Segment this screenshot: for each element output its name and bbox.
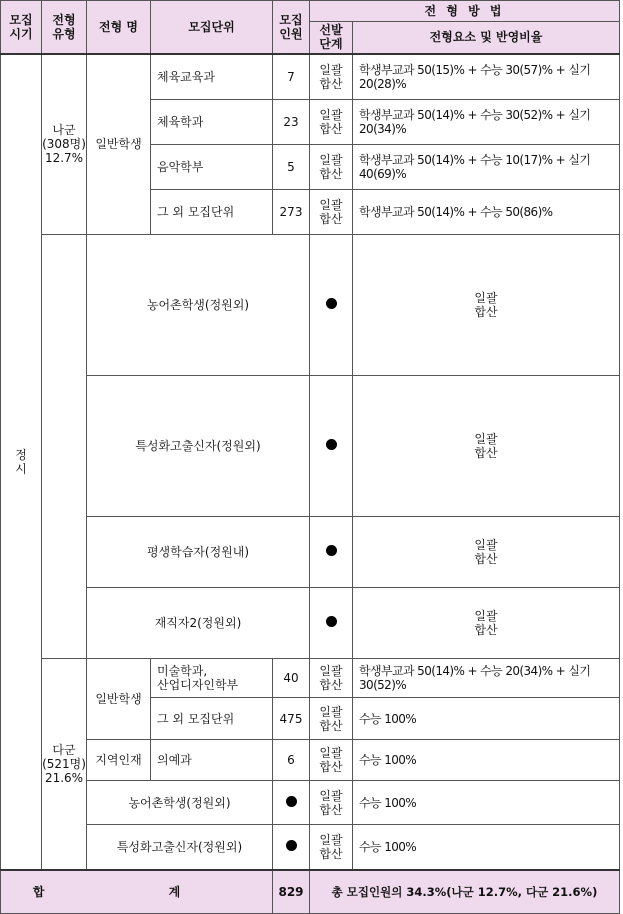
row-stage: 일괄 합산: [353, 376, 620, 517]
row-quota: 5: [273, 145, 310, 190]
quota-dot: [310, 588, 353, 659]
row-elements: 수능 100%: [353, 740, 620, 781]
total-label: 합 계: [1, 870, 273, 914]
row-stage: 일괄 합산: [353, 588, 620, 659]
row-elements: 학생부교과 50(14)% + 수능 50(86)%: [353, 190, 620, 235]
row-stage: 일괄 합산: [310, 190, 353, 235]
quota-dot: [273, 825, 310, 870]
row-elements: 수능 100%: [353, 698, 620, 740]
bullet-icon: [326, 439, 337, 450]
total-summary: 총 모집인원의 34.3%(나군 12.7%, 다군 21.6%): [310, 870, 620, 914]
group-na-special-blank: [42, 235, 87, 659]
row-unit: 미술학과, 산업디자인학부: [151, 659, 273, 698]
total-quota: 829: [273, 870, 310, 914]
bullet-icon: [286, 840, 297, 851]
bullet-icon: [326, 298, 337, 309]
header-unit: 모집단위: [151, 1, 273, 54]
row-name: 평생학습자(정원내): [87, 517, 310, 588]
row-stage: 일괄 합산: [353, 235, 620, 376]
row-quota: 6: [273, 740, 310, 781]
header-period: 모집 시기: [1, 1, 42, 54]
period-cell: 정 시: [1, 54, 42, 870]
row-elements: 학생부교과 50(14)% + 수능 30(52)% + 실기 20(34)%: [353, 100, 620, 145]
header-stage: 선발 단계: [310, 22, 353, 54]
row-unit: 그 외 모집단위: [151, 698, 273, 740]
row-elements: 학생부교과 50(15)% + 수능 30(57)% + 실기 20(28)%: [353, 54, 620, 100]
row-name: 특성화고출신자(정원외): [87, 376, 310, 517]
quota-dot: [310, 376, 353, 517]
quota-dot: [273, 781, 310, 825]
quota-dot: [310, 235, 353, 376]
row-elements: 학생부교과 50(14)% + 수능 20(34)% + 실기 30(52)%: [353, 659, 620, 698]
row-stage: 일괄 합산: [310, 54, 353, 100]
row-stage: 일괄 합산: [310, 659, 353, 698]
track-regional: 지역인재: [87, 740, 151, 781]
track-general-da: 일반학생: [87, 659, 151, 740]
row-stage: 일괄 합산: [310, 145, 353, 190]
header-quota: 모집 인원: [273, 1, 310, 54]
row-quota: 7: [273, 54, 310, 100]
row-unit: 체육교육과: [151, 54, 273, 100]
row-stage: 일괄 합산: [310, 740, 353, 781]
row-quota: 475: [273, 698, 310, 740]
row-elements: 학생부교과 50(14)% + 수능 10(17)% + 실기 40(69)%: [353, 145, 620, 190]
row-name: 농어촌학생(정원외): [87, 235, 310, 376]
row-name: 특성화고출신자(정원외): [87, 825, 273, 870]
row-stage: 일괄 합산: [310, 825, 353, 870]
row-stage: 일괄 합산: [310, 781, 353, 825]
row-quota: 40: [273, 659, 310, 698]
quota-dot: [310, 517, 353, 588]
row-quota: 273: [273, 190, 310, 235]
bullet-icon: [326, 545, 337, 556]
group-na: 나군 (308명) 12.7%: [42, 54, 87, 235]
track-general-na: 일반학생: [87, 54, 151, 235]
row-stage: 일괄 합산: [353, 517, 620, 588]
row-stage: 일괄 합산: [310, 100, 353, 145]
row-elements: 수능 100%: [353, 781, 620, 825]
row-unit: 의예과: [151, 740, 273, 781]
row-unit: 그 외 모집단위: [151, 190, 273, 235]
row-name: 농어촌학생(정원외): [87, 781, 273, 825]
header-name: 전형 명: [87, 1, 151, 54]
row-elements: 수능 100%: [353, 825, 620, 870]
header-elements: 전형요소 및 반영비율: [353, 22, 620, 54]
row-unit: 체육학과: [151, 100, 273, 145]
row-name: 재직자2(정원외): [87, 588, 310, 659]
header-method: 전 형 방 법: [310, 1, 620, 22]
row-stage: 일괄 합산: [310, 698, 353, 740]
row-unit: 음악학부: [151, 145, 273, 190]
bullet-icon: [286, 796, 297, 807]
group-da: 다군 (521명) 21.6%: [42, 659, 87, 870]
bullet-icon: [326, 616, 337, 627]
header-type: 전형 유형: [42, 1, 87, 54]
row-quota: 23: [273, 100, 310, 145]
